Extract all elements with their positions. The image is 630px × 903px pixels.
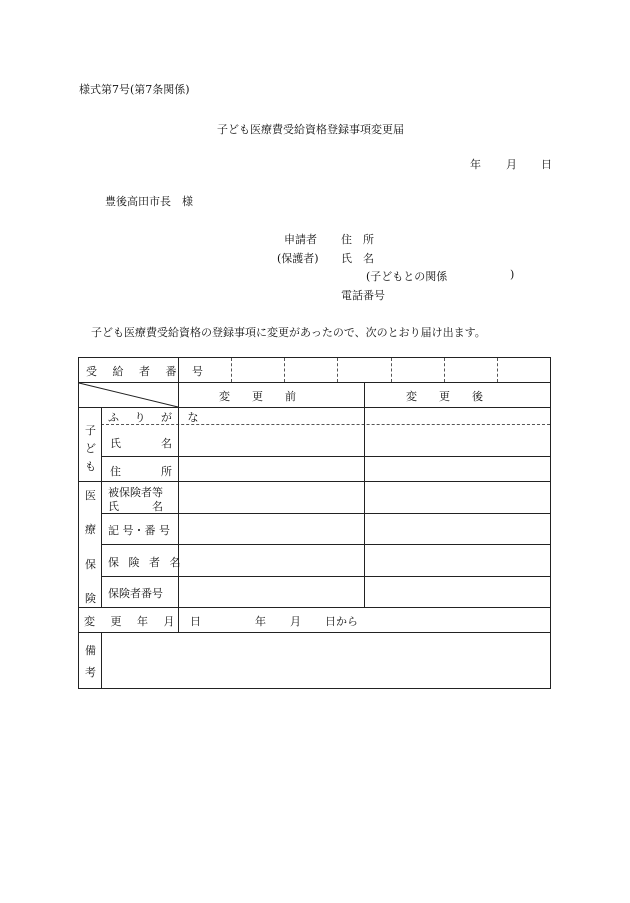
date-day: 日 (541, 158, 552, 171)
change-date-label: 変 更 年 月 日 (84, 615, 207, 628)
digit-divider (497, 358, 498, 382)
insured-name-label-b: 氏 名 (108, 500, 163, 513)
guardian-label: (保護者) (277, 252, 319, 265)
child-group-2: ど (85, 442, 96, 455)
table-line (78, 481, 551, 482)
addressee: 豊後高田市長 様 (105, 195, 193, 208)
change-month: 月 (290, 615, 301, 628)
child-address-label-a: 住 (110, 465, 121, 478)
remarks-label-2: 考 (85, 666, 96, 679)
child-group-3: も (85, 460, 96, 473)
table-line (101, 513, 551, 514)
digit-divider (231, 358, 232, 382)
table-line (101, 576, 551, 577)
digit-divider (391, 358, 392, 382)
digit-divider (444, 358, 445, 382)
applicant-label: 申請者 (284, 233, 317, 246)
relation-close: ) (510, 268, 515, 281)
before-header: 変 更 前 (219, 390, 296, 403)
insurer-number-label: 保険者番号 (108, 587, 163, 600)
change-year: 年 (255, 615, 266, 628)
header-diagonal (78, 382, 179, 408)
form-title: 子ども医療費受給資格登録事項変更届 (217, 123, 404, 136)
remarks-column-divider (101, 632, 102, 689)
change-from: 日から (325, 615, 358, 628)
form-number: 様式第7号(第7条関係) (79, 83, 190, 96)
date-year: 年 (470, 158, 481, 171)
relation-label: (子どもとの関係 (366, 270, 448, 283)
table-border-bottom (78, 688, 551, 689)
child-group-1: 子 (85, 424, 96, 437)
table-line (101, 456, 551, 457)
insured-name-label-a: 被保険者等 (108, 486, 163, 499)
statement: 子ども医療費受給資格の登録事項に変更があったので、次のとおり届け出ます。 (91, 326, 486, 339)
insurer-name-label: 保 険 者 名 (108, 556, 184, 569)
symbol-number-label: 記 号・番 号 (108, 524, 170, 537)
phone-label: 電話番号 (341, 289, 385, 302)
furigana-label: ふ り が な (108, 411, 205, 424)
table-line (78, 632, 551, 633)
before-after-divider (364, 382, 365, 608)
after-header: 変 更 後 (406, 390, 483, 403)
child-name-label-a: 氏 (110, 437, 121, 450)
recipient-number-label: 受 給 者 番 号 (86, 365, 209, 378)
table-border-top (78, 357, 551, 358)
date-month: 月 (506, 158, 517, 171)
insurance-group-3: 保 (85, 558, 96, 571)
child-name-label-b: 名 (161, 437, 172, 450)
digit-divider (337, 358, 338, 382)
table-line (101, 544, 551, 545)
applicant-address-label: 住 所 (341, 233, 374, 246)
insurance-group-1: 医 (85, 489, 96, 502)
child-address-label-b: 所 (161, 465, 172, 478)
remarks-label-1: 備 (85, 644, 96, 657)
table-border-right (550, 357, 551, 689)
insurance-group-4: 険 (85, 592, 96, 605)
table-line (78, 607, 551, 608)
applicant-name-label: 氏 名 (341, 252, 374, 265)
group-column-divider (101, 407, 102, 607)
insurance-group-2: 療 (85, 523, 96, 536)
digit-divider (284, 358, 285, 382)
